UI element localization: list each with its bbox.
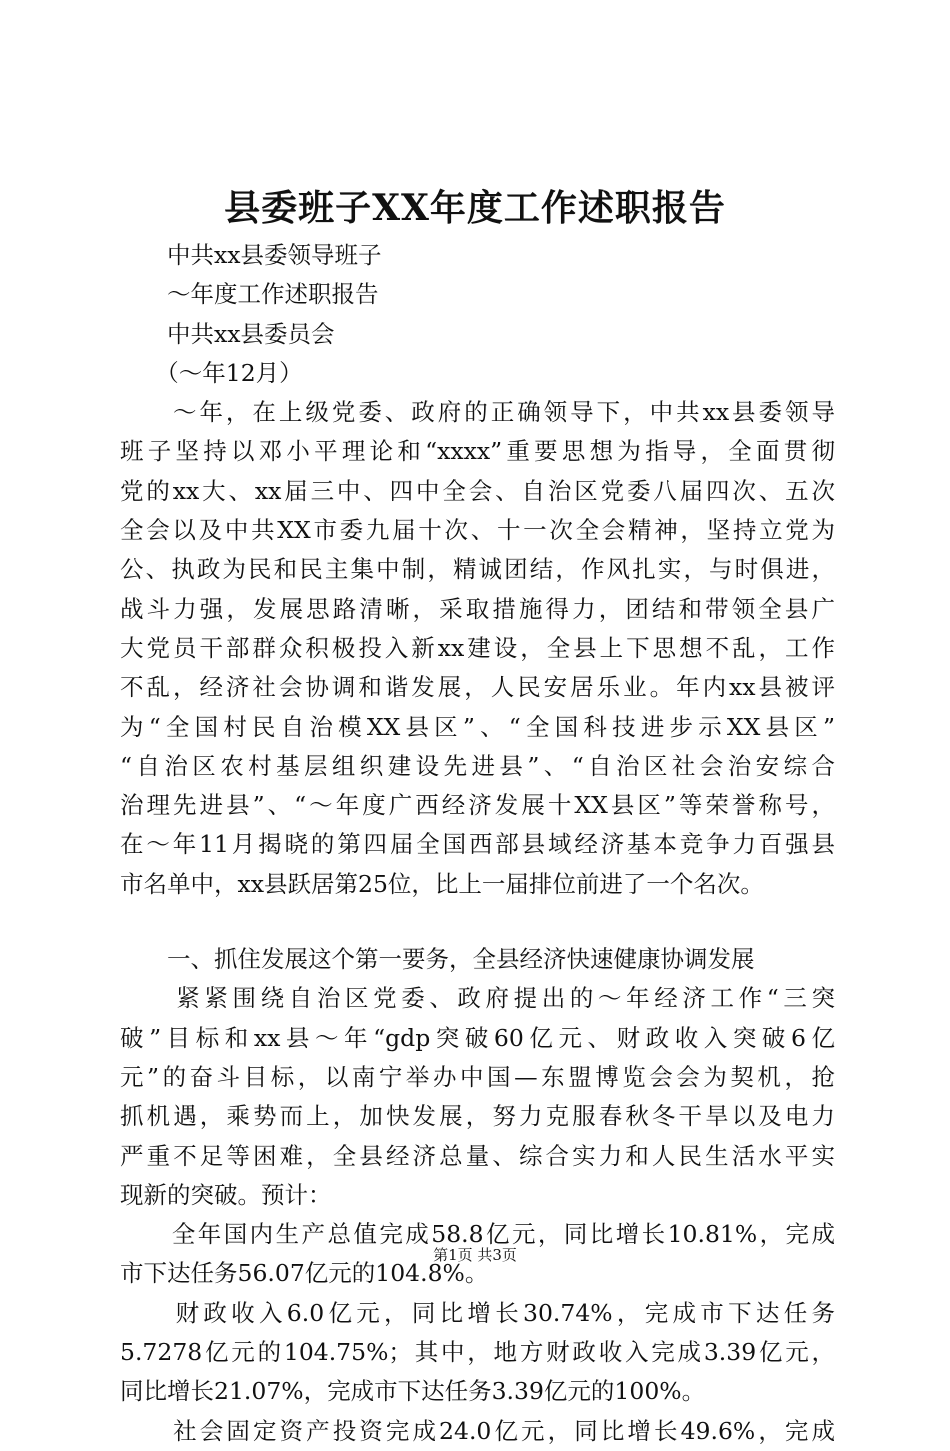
body-line: 抓机遇，乘势而上，加快发展，努力克服春秋冬干旱以及电力: [120, 1102, 835, 1131]
body-line: 破”目标和xx县～年“gdp突破60亿元、财政收入突破6亿: [120, 1023, 835, 1052]
body-line: “自治区农村基层组织建设先进县”、“自治区社会治安综合: [120, 751, 835, 780]
body-line: 严重不足等困难，全县经济总量、综合实力和人民生活水平实: [120, 1141, 835, 1170]
body-line: 公、执政为民和民主集中制，精诚团结，作风扎实，与时俱进，: [120, 555, 835, 584]
body-line: 财政收入6.0亿元，同比增长30.74%，完成市下达任务: [120, 1298, 835, 1327]
body-line: 市下达任务56.07亿元的104.8%。: [120, 1259, 489, 1288]
body-line: ～年，在上级党委、政府的正确领导下，中共xx县委领导: [120, 398, 835, 427]
body-line: 党的xx大、xx届三中、四中全会、自治区党委八届四次、五次: [120, 476, 835, 505]
document-title: 县委班子XX年度工作述职报告: [224, 187, 726, 229]
document-body: [120, 236, 835, 1451]
body-line: 大党员干部群众积极投入新xx建设，全县上下思想不乱，工作: [120, 633, 835, 662]
body-line: 不乱，经济社会协调和谐发展，人民安居乐业。年内xx县被评: [120, 673, 835, 702]
body-line: 中共xx县委员会: [120, 319, 335, 348]
body-line: 市名单中，xx县跃居第25位，比上一届排位前进了一个名次。: [120, 869, 764, 898]
page-number-footer: 第1页 共3页: [433, 1246, 517, 1264]
body-line: 在～年11月揭晓的第四届全国西部县域经济基本竞争力百强县: [120, 830, 835, 859]
body-line: 紧紧围绕自治区党委、政府提出的～年经济工作“三突: [120, 984, 835, 1013]
body-line: 为“全国村民自治模XX县区”、“全国科技进步示XX县区”: [120, 712, 835, 741]
body-line: ～年度工作述职报告: [120, 280, 379, 309]
body-line: 5.7278亿元的104.75%；其中，地方财政收入完成3.39亿元，: [120, 1338, 835, 1367]
body-line: 社会固定资产投资完成24.0亿元，同比增长49.6%，完成: [120, 1416, 835, 1445]
body-line: 同比增长21.07%，完成市下达任务3.39亿元的100%。: [120, 1377, 706, 1406]
body-line: 元”的奋斗目标，以南宁举办中国—东盟博览会会为契机，抢: [120, 1062, 835, 1091]
body-line: 全年国内生产总值完成58.8亿元，同比增长10.81%，完成: [120, 1220, 835, 1249]
body-line: 全会以及中共XX市委九届十次、十一次全会精神，坚持立党为: [120, 516, 835, 545]
body-line: 战斗力强，发展思路清晰，采取措施得力，团结和带领全县广: [120, 594, 835, 623]
paragraph-gap: [120, 904, 835, 940]
body-line: 现新的突破。预计：: [120, 1180, 332, 1209]
body-line: （～年12月）: [120, 358, 303, 387]
body-line: 治理先进县”、“～年度广西经济发展十XX县区”等荣誉称号，: [120, 791, 835, 820]
section-heading: 一、抓住发展这个第一要务，全县经济快速健康协调发展: [120, 945, 755, 974]
body-line: 班子坚持以邓小平理论和“xxxx”重要思想为指导，全面贯彻: [120, 437, 835, 466]
body-line: 中共xx县委领导班子: [120, 241, 382, 269]
